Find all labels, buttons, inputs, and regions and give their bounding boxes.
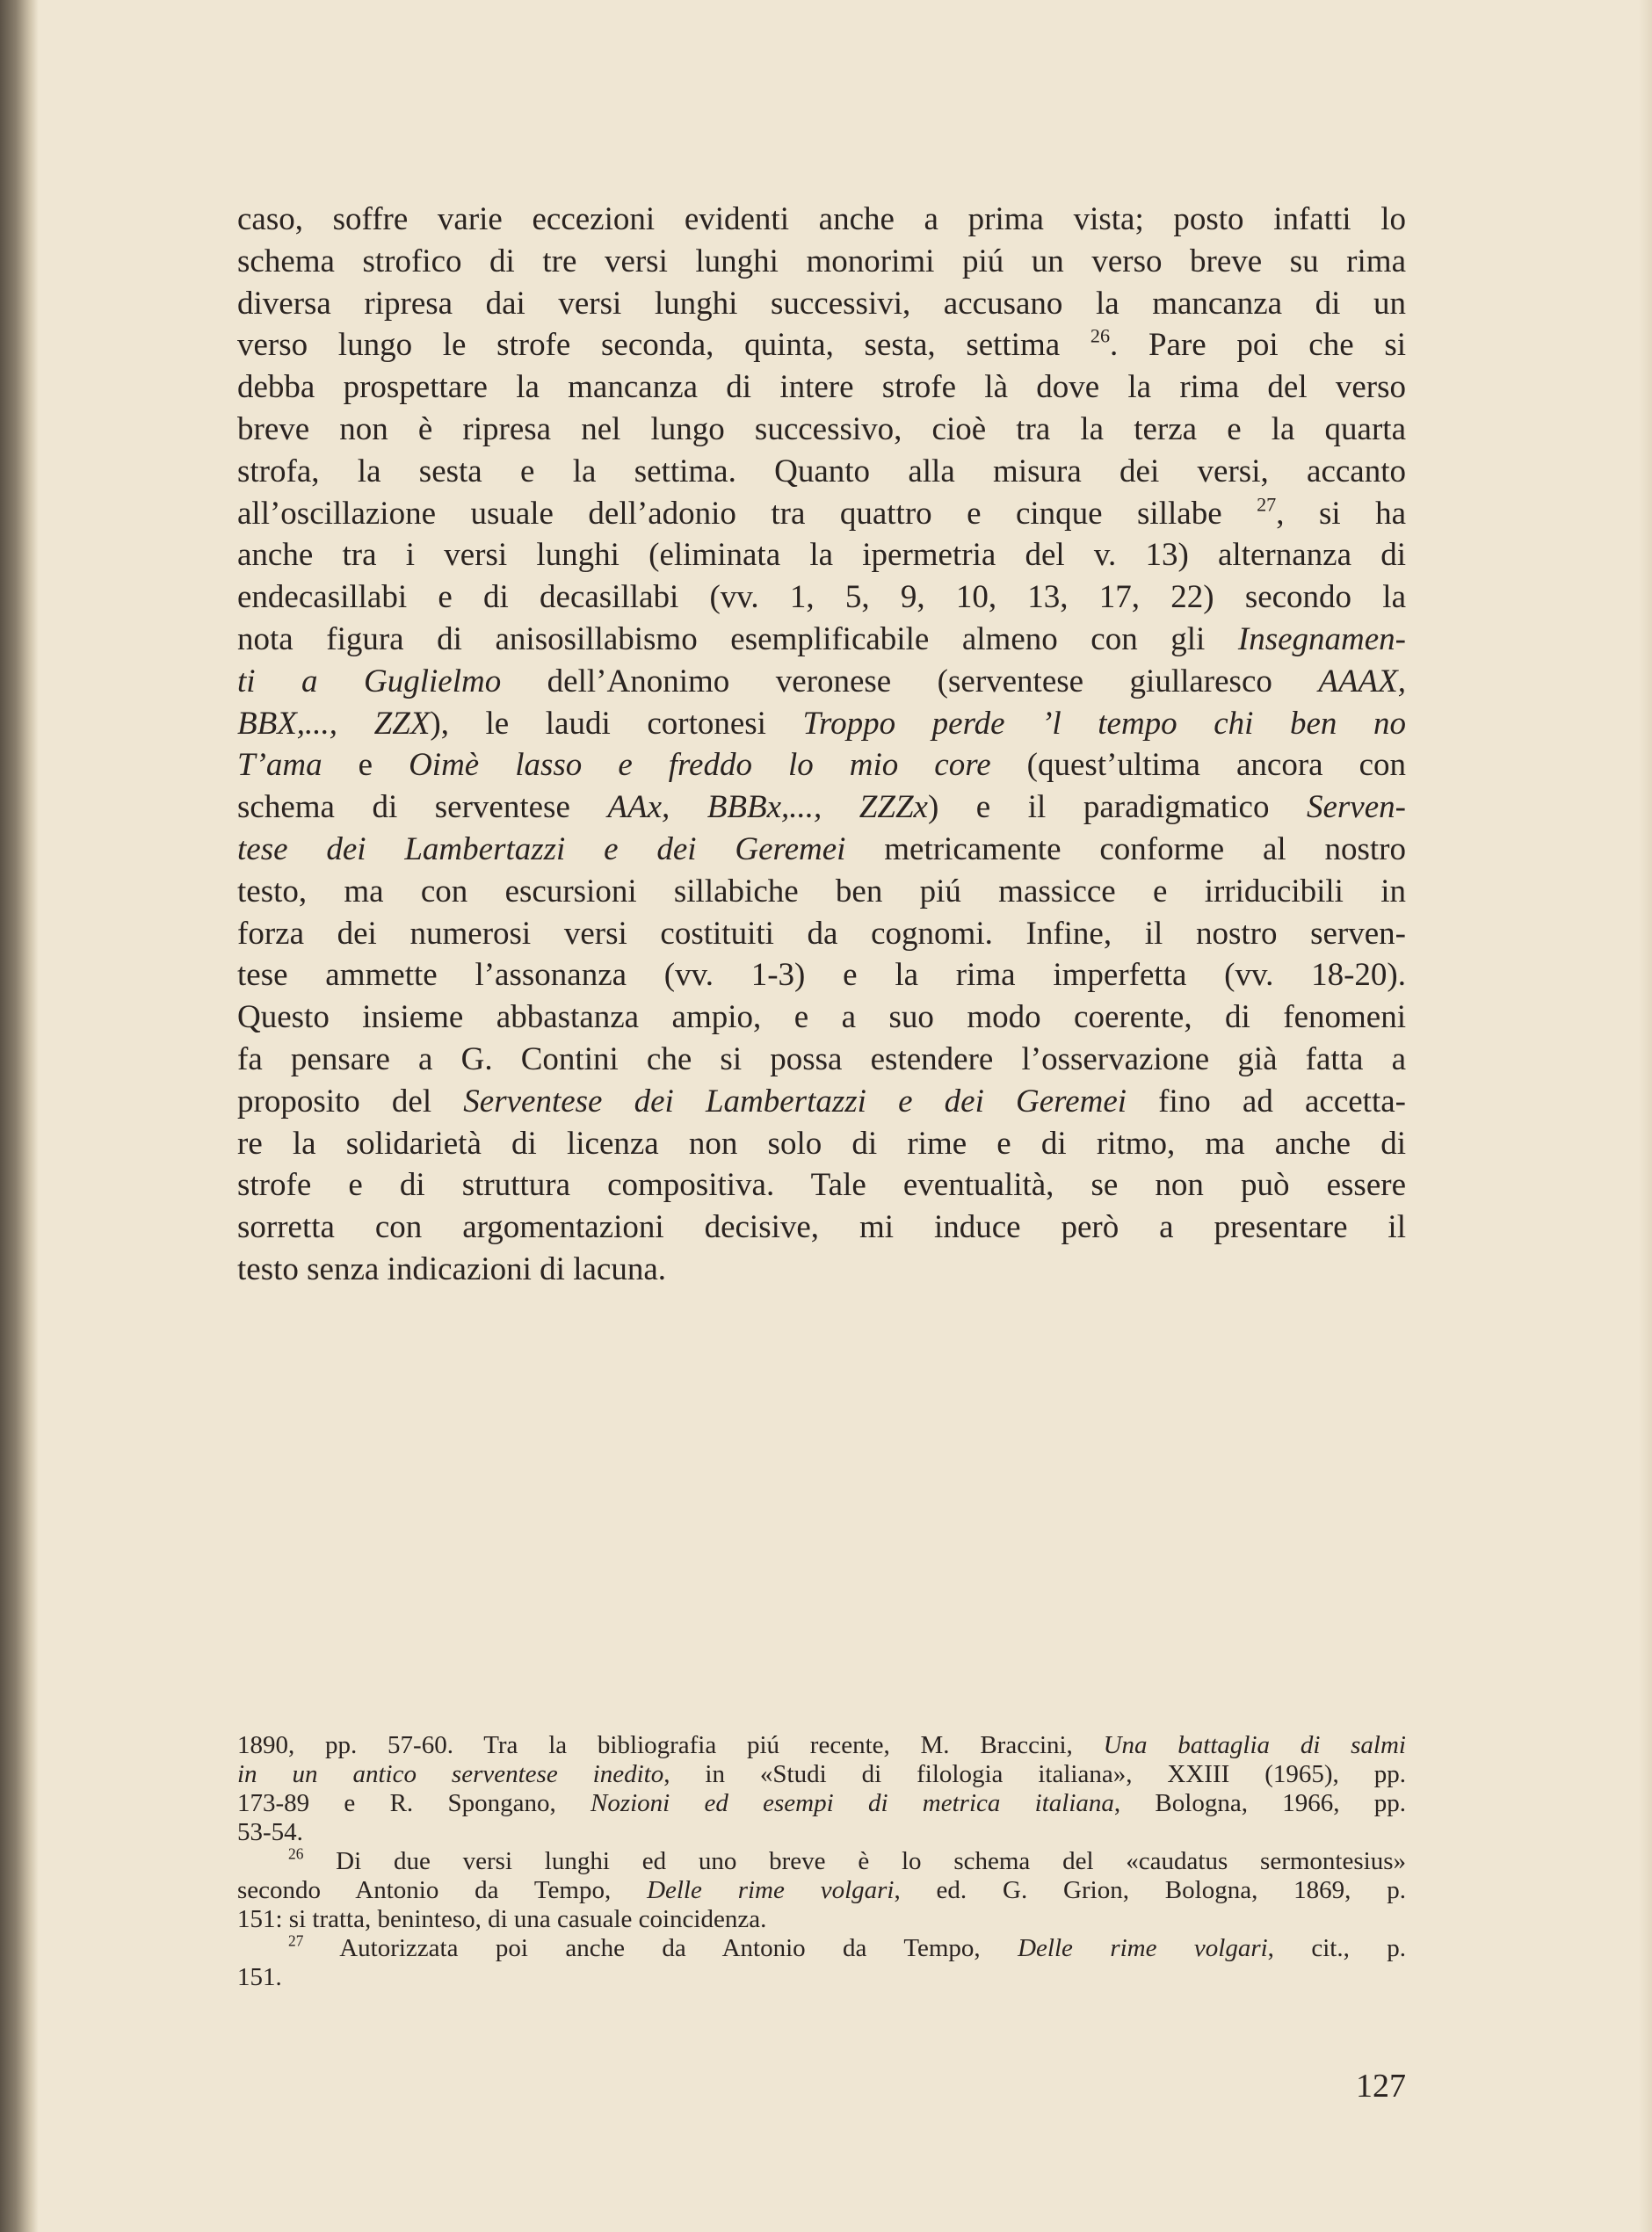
footnotes: [237, 1731, 1406, 1992]
text-segment: 151.: [237, 1963, 282, 1991]
italic-title: tese dei Lambertazzi e dei Geremei: [237, 830, 846, 867]
text-segment: testo senza indicazioni di lacuna.: [237, 1250, 667, 1287]
italic-title: Insegnamen-: [1237, 620, 1406, 657]
footnote-reference: 26: [288, 1844, 304, 1863]
body-line: [237, 241, 1406, 283]
italic-title: BBX,..., ZZX: [237, 705, 431, 742]
text-segment: re la solidarietà di licenza non solo di rime e di ritmo, ma anche di: [237, 1125, 1406, 1162]
body-line: [237, 1039, 1406, 1081]
text-segment: schema strofico di tre versi lunghi monorimi piú un verso breve su rima: [237, 243, 1406, 279]
text-segment: , in «Studi di filologia italiana», XXIII (1965), pp.: [663, 1760, 1406, 1788]
page-number: 127: [1356, 2068, 1406, 2105]
footnote-line: [237, 1876, 1406, 1905]
body-line: [237, 1207, 1406, 1249]
footnote-line: [237, 1844, 1406, 1876]
body-line: [237, 409, 1406, 451]
footnote-line: [237, 1818, 1406, 1847]
italic-title: Delle rime volgari: [1018, 1934, 1268, 1962]
body-line: [237, 199, 1406, 241]
text-segment: . Pare poi che si: [1110, 327, 1406, 364]
text-segment: strofa, la sesta e la settima. Quanto alla misura dei versi, accanto: [237, 453, 1406, 489]
body-line: [237, 954, 1406, 996]
text-segment: Questo insieme abbastanza ampio, e a suo modo coerente, di fenomeni: [237, 999, 1406, 1036]
footnote-line: [237, 1931, 1406, 1963]
book-binding-shadow: [0, 0, 39, 2232]
footnote-line: [237, 1731, 1406, 1760]
text-segment: , si ha: [1276, 495, 1406, 532]
body-line: [237, 703, 1406, 745]
text-segment: metricamente conforme al nostro: [845, 830, 1406, 867]
text-segment: tese ammette l’assonanza (vv. 1-3) e la rima imperfetta (vv. 18-20).: [237, 957, 1406, 994]
body-line: [237, 829, 1406, 871]
italic-title: AAAX,: [1318, 663, 1406, 699]
italic-title: Una battaglia di salmi: [1103, 1731, 1406, 1759]
italic-title: Serventese dei Lambertazzi e dei Geremei: [463, 1083, 1127, 1120]
text-segment: nota figura di anisosillabismo esemplificabile almeno con gli: [237, 620, 1238, 657]
text-segment: testo, ma con escursioni sillabiche ben piú massicce e irriducibili in: [237, 873, 1406, 909]
footnote-line: [237, 1905, 1406, 1934]
text-segment: Di due versi lunghi ed uno breve è lo schema del «caudatus sermontesius»: [303, 1847, 1406, 1875]
body-line: [237, 1164, 1406, 1207]
text-segment: diversa ripresa dai versi lunghi successivi, accusano la mancanza di un: [237, 285, 1406, 322]
text-segment: endecasillabi e di decasillabi (vv. 1, 5, 9, 10, 13, 17, 22) secondo la: [237, 579, 1406, 616]
body-line: [237, 534, 1406, 576]
body-line: [237, 1249, 1406, 1291]
body-line: [237, 619, 1406, 661]
text-segment: breve non è ripresa nel lungo successivo, cioè tra la terza e la quarta: [237, 410, 1406, 447]
text-segment: dell’Anonimo veronese (serventese giullaresco: [501, 663, 1319, 699]
text-segment: sorretta con argomentazioni decisive, mi induce però a presentare il: [237, 1209, 1406, 1246]
footnote-line: [237, 1760, 1406, 1789]
footnote-reference: 27: [288, 1931, 304, 1950]
text-segment: caso, soffre varie eccezioni evidenti anche a prima vista; posto infatti lo: [237, 201, 1406, 237]
text-segment: Autorizzata poi anche da Antonio da Tempo,: [303, 1934, 1018, 1962]
body-line: [237, 1081, 1406, 1123]
text-segment: (quest’ultima ancora con: [990, 747, 1406, 784]
text-segment: debba prospettare la mancanza di intere strofe là dove la rima del verso: [237, 369, 1406, 406]
footnote-line: [237, 1789, 1406, 1818]
italic-title: Nozioni ed esempi di metrica italiana: [590, 1789, 1114, 1817]
footnote-line: [237, 1963, 1406, 1992]
text-segment: , Bologna, 1966, pp.: [1113, 1789, 1406, 1817]
body-line: [237, 871, 1406, 913]
body-text: [237, 199, 1406, 1291]
body-line: [237, 576, 1406, 619]
body-line: [237, 913, 1406, 955]
text-segment: strofe e di struttura compositiva. Tale eventualità, se non può essere: [237, 1167, 1406, 1204]
text-segment: 151: si tratta, beninteso, di una casuale coincidenza.: [237, 1905, 767, 1933]
body-line: [237, 1123, 1406, 1165]
body-line: [237, 283, 1406, 325]
italic-title: Oimè lasso e freddo lo mio core: [409, 747, 991, 784]
body-line: [237, 366, 1406, 409]
body-line: [237, 324, 1406, 366]
italic-title: T’ama: [237, 747, 322, 784]
text-segment: , cit., p.: [1267, 1934, 1406, 1962]
italic-title: AAx, BBBx,..., ZZZx: [607, 789, 928, 826]
text-segment: verso lungo le strofe seconda, quinta, sesta, settima: [237, 327, 1090, 364]
text-segment: proposito del: [237, 1083, 464, 1120]
text-segment: schema di serventese: [237, 789, 608, 826]
text-segment: all’oscillazione usuale dell’adonio tra quattro e cinque sillabe: [237, 495, 1257, 532]
body-line: [237, 451, 1406, 493]
text-segment: 173-89 e R. Spongano,: [237, 1789, 591, 1817]
body-line: [237, 661, 1406, 703]
text-segment: fa pensare a G. Contini che si possa estendere l’osservazione già fatta a: [237, 1040, 1406, 1077]
body-line: [237, 786, 1406, 829]
text-segment: forza dei numerosi versi costituiti da cognomi. Infine, il nostro serven-: [237, 915, 1406, 952]
text-segment: anche tra i versi lunghi (eliminata la ipermetria del v. 13) alternanza di: [237, 537, 1406, 574]
italic-title: ti a Guglielmo: [237, 663, 502, 699]
footnote-reference: 26: [1090, 324, 1111, 347]
footnote-reference: 27: [1257, 493, 1277, 516]
body-line: [237, 493, 1406, 535]
text-segment: e: [322, 747, 409, 784]
page-edge: [1639, 0, 1652, 2232]
text-segment: fino ad accetta-: [1127, 1083, 1406, 1120]
text-segment: secondo Antonio da Tempo,: [237, 1876, 648, 1904]
italic-title: Troppo perde ’l tempo chi ben no: [802, 705, 1406, 742]
italic-title: Serven-: [1306, 789, 1406, 826]
text-segment: ), le laudi cortonesi: [430, 705, 803, 742]
text-segment: , ed. G. Grion, Bologna, 1869, p.: [894, 1876, 1406, 1904]
text-segment: ) e il paradigmatico: [927, 789, 1307, 826]
body-line: [237, 996, 1406, 1039]
text-segment: 53-54.: [237, 1818, 303, 1846]
text-segment: 1890, pp. 57-60. Tra la bibliografia piú recente, M. Braccini,: [237, 1731, 1104, 1759]
italic-title: Delle rime volgari: [647, 1876, 895, 1904]
italic-title: in un antico serventese inedito: [237, 1760, 664, 1788]
body-line: [237, 744, 1406, 786]
